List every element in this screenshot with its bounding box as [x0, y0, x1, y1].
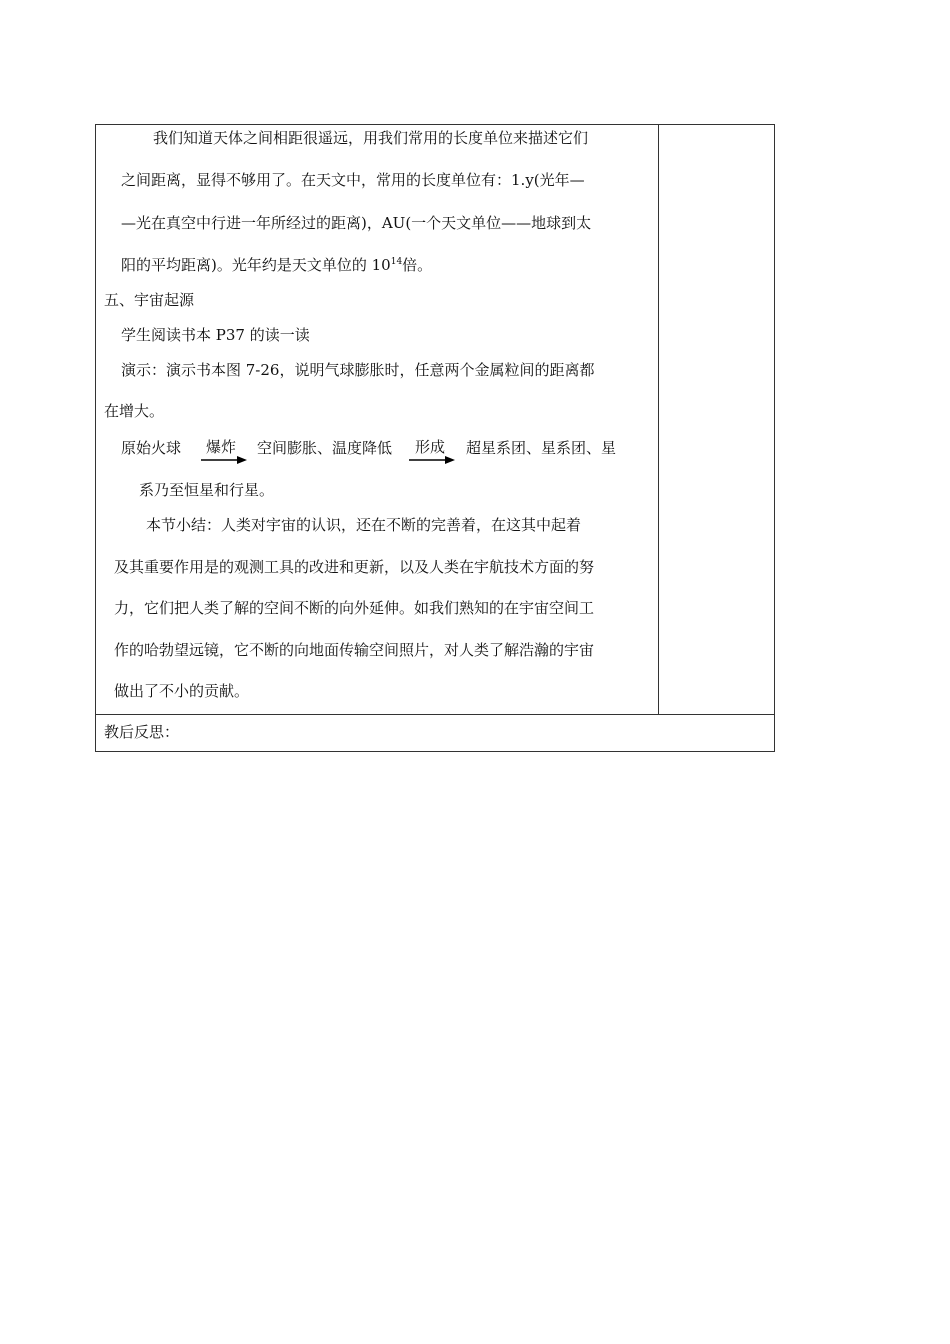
- paragraph1-line4-post: 倍。: [402, 256, 433, 274]
- section5-reading: 学生阅读书本 P37 的读一读: [121, 326, 310, 344]
- lesson-table: [95, 124, 775, 752]
- flow-step2-label: 形成: [415, 438, 446, 456]
- summary-line3: 力，它们把人类了解的空间不断的向外延伸。如我们熟知的在宇宙空间工: [114, 599, 595, 617]
- flow-step1-label: 爆炸: [206, 438, 237, 456]
- flow-start: 原始火球: [121, 439, 182, 457]
- flow-middle: 空间膨胀、温度降低: [257, 439, 393, 457]
- section5-heading: 五、宇宙起源: [104, 291, 195, 309]
- summary-line1: 本节小结：人类对宇宙的认识，还在不断的完善着，在这其中起着: [146, 516, 582, 534]
- summary-line5: 做出了不小的贡献。: [114, 682, 250, 700]
- paragraph1-line4-pre: 阳的平均距离)。光年约是天文单位的 10: [121, 256, 391, 274]
- exponent: 14: [390, 257, 403, 267]
- summary-line4: 作的哈勃望远镜，它不断的向地面传输空间照片，对人类了解浩瀚的宇宙: [114, 641, 595, 659]
- paragraph1-line3: —光在真空中行进一年所经过的距离)，AU(一个天文单位——地球到太: [121, 214, 592, 232]
- flow-end-line2: 系乃至恒星和行星。: [139, 481, 275, 499]
- arrow-right-icon: [409, 455, 455, 465]
- flow-end-line1: 超星系团、星系团、星: [466, 439, 617, 457]
- paragraph1-line2: 之间距离，显得不够用了。在天文中，常用的长度单位有：1.y(光年—: [121, 171, 585, 189]
- notes-cell: [659, 125, 774, 714]
- content-cell: [96, 125, 659, 714]
- paragraph1-line1: 我们知道天体之间相距很遥远，用我们常用的长度单位来描述它们: [153, 129, 589, 147]
- reflection-label: 教后反思：: [104, 723, 180, 741]
- reflection-row: [96, 714, 774, 751]
- section5-demo-line2: 在增大。: [104, 402, 165, 420]
- arrow-right-icon: [201, 455, 247, 465]
- paragraph1-line4: [121, 256, 432, 274]
- summary-line2: 及其重要作用是的观测工具的改进和更新，以及人类在宇航技术方面的努: [114, 558, 595, 576]
- section5-demo-line1: 演示：演示书本图 7-26，说明气球膨胀时，任意两个金属粒间的距离都: [121, 361, 595, 379]
